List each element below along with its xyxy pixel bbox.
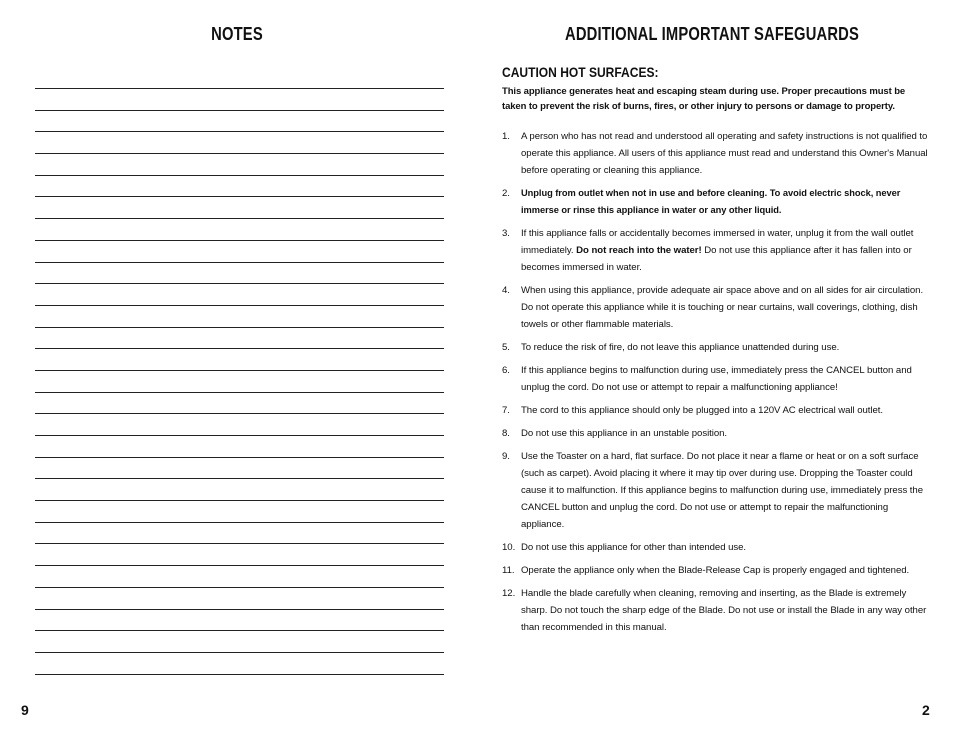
note-line bbox=[35, 262, 444, 263]
safeguard-item-7 bbox=[502, 402, 930, 419]
note-line bbox=[35, 674, 444, 675]
left-page bbox=[0, 0, 470, 738]
note-line bbox=[35, 543, 444, 544]
note-line bbox=[35, 392, 444, 393]
item-text: To reduce the risk of fire, do not leave this appliance unattended during use. bbox=[521, 342, 840, 353]
item-number: 11. bbox=[502, 565, 515, 576]
note-line bbox=[35, 196, 444, 197]
item-number: 4. bbox=[502, 285, 510, 296]
page-number-left: 9 bbox=[21, 702, 29, 718]
item-number: 10. bbox=[502, 542, 516, 553]
item-text: Operate the appliance only when the Blade-Release Cap is properly engaged and tightened. bbox=[521, 565, 910, 576]
item-text: A person who has not read and understood all operating and safety instructions is not qualified to operate this appliance. All users of this appliance must read and understand this Owner's Manual before operating or cleaning this appliance. bbox=[521, 131, 928, 176]
item-text: Do not use this appliance in an unstable position. bbox=[521, 428, 728, 439]
note-line bbox=[35, 110, 444, 111]
right-page bbox=[470, 0, 954, 738]
item-number: 2. bbox=[502, 188, 510, 199]
safeguard-item-1 bbox=[502, 128, 930, 179]
note-line bbox=[35, 500, 444, 501]
safeguard-list bbox=[502, 128, 930, 636]
item-text: Do not use this appliance for other than intended use. bbox=[521, 542, 747, 553]
safeguards-content bbox=[502, 64, 930, 642]
safeguards-title: ADDITIONAL IMPORTANT SAFEGUARDS bbox=[565, 24, 859, 44]
notes-lines bbox=[35, 88, 444, 695]
safeguard-item-12 bbox=[502, 585, 930, 636]
note-line bbox=[35, 630, 444, 631]
item-text: Use the Toaster on a hard, flat surface. Do not place it near a flame or heat or on a soft surface (such as carpet). Avoid placing it where it may tip over during use. Dropping the Toaster could cause it to malfunction. If this appliance begins to malfunction during use, immediately press the CANCEL button and unplug the cord. Do not use or attempt to repair the malfunctioning appliance. bbox=[521, 451, 923, 530]
note-line bbox=[35, 457, 444, 458]
note-line bbox=[35, 348, 444, 349]
item-text: When using this appliance, provide adequate air space above and on all sides for air circulation. Do not operate this appliance while it is touching or near curtains, wall coverings, clothing, dish towels or other flammable materials. bbox=[521, 285, 924, 330]
item-text-emphasis: Do not reach into the water! bbox=[576, 245, 702, 256]
item-text bbox=[521, 228, 913, 273]
item-number: 9. bbox=[502, 451, 510, 462]
item-number: 6. bbox=[502, 365, 510, 376]
safeguard-item-4 bbox=[502, 282, 930, 333]
note-line bbox=[35, 609, 444, 610]
safeguard-item-6 bbox=[502, 362, 930, 396]
note-line bbox=[35, 565, 444, 566]
item-text-part: If this appliance falls or accidentally becomes immersed in water, unplug it from the wall outlet immediately. bbox=[521, 228, 914, 256]
caution-text: This appliance generates heat and escaping steam during use. Proper precautions must be taken to prevent the risk of burns, fires, or other injury to persons or damage to property. bbox=[502, 86, 906, 112]
item-text: Handle the blade carefully when cleaning, removing and inserting, as the Blade is extremely sharp. Do not touch the sharp edge of the Blade. Do not use or install the Blade in any way other than recommended in this manual. bbox=[521, 588, 927, 633]
item-number: 12. bbox=[502, 588, 516, 599]
note-line bbox=[35, 153, 444, 154]
item-number: 3. bbox=[502, 228, 510, 239]
note-line bbox=[35, 283, 444, 284]
item-text: The cord to this appliance should only be plugged into a 120V AC electrical wall outlet. bbox=[521, 405, 883, 416]
caution-heading: CAUTION HOT SURFACES: bbox=[502, 64, 659, 80]
note-line bbox=[35, 218, 444, 219]
item-number: 7. bbox=[502, 405, 510, 416]
note-line bbox=[35, 587, 444, 588]
notes-title: NOTES bbox=[211, 24, 263, 44]
note-line bbox=[35, 652, 444, 653]
note-line bbox=[35, 435, 444, 436]
note-line bbox=[35, 305, 444, 306]
item-number: 5. bbox=[502, 342, 510, 353]
note-line bbox=[35, 131, 444, 132]
note-line bbox=[35, 240, 444, 241]
safeguard-item-3 bbox=[502, 225, 930, 276]
item-text-part: Do not use this appliance after it has fallen into or becomes immersed in water. bbox=[521, 245, 912, 273]
note-line bbox=[35, 522, 444, 523]
item-text: Unplug from outlet when not in use and before cleaning. To avoid electric shock, never immerse or rinse this appliance in water or any other liquid. bbox=[521, 188, 901, 215]
safeguard-item-2 bbox=[502, 185, 930, 219]
safeguard-item-9 bbox=[502, 448, 930, 533]
page-number-right: 2 bbox=[922, 702, 930, 718]
note-line bbox=[35, 175, 444, 176]
note-line bbox=[35, 88, 444, 89]
safeguard-item-8 bbox=[502, 425, 930, 442]
safeguard-item-10 bbox=[502, 539, 930, 556]
note-line bbox=[35, 478, 444, 479]
item-number: 1. bbox=[502, 131, 510, 142]
note-line bbox=[35, 413, 444, 414]
note-line bbox=[35, 370, 444, 371]
item-number: 8. bbox=[502, 428, 510, 439]
note-line bbox=[35, 327, 444, 328]
safeguard-item-11 bbox=[502, 562, 930, 579]
item-text: If this appliance begins to malfunction during use, immediately press the CANCEL button and unplug the cord. Do not use or attempt to repair a malfunctioning appliance! bbox=[521, 365, 912, 393]
safeguard-item-5 bbox=[502, 339, 930, 356]
